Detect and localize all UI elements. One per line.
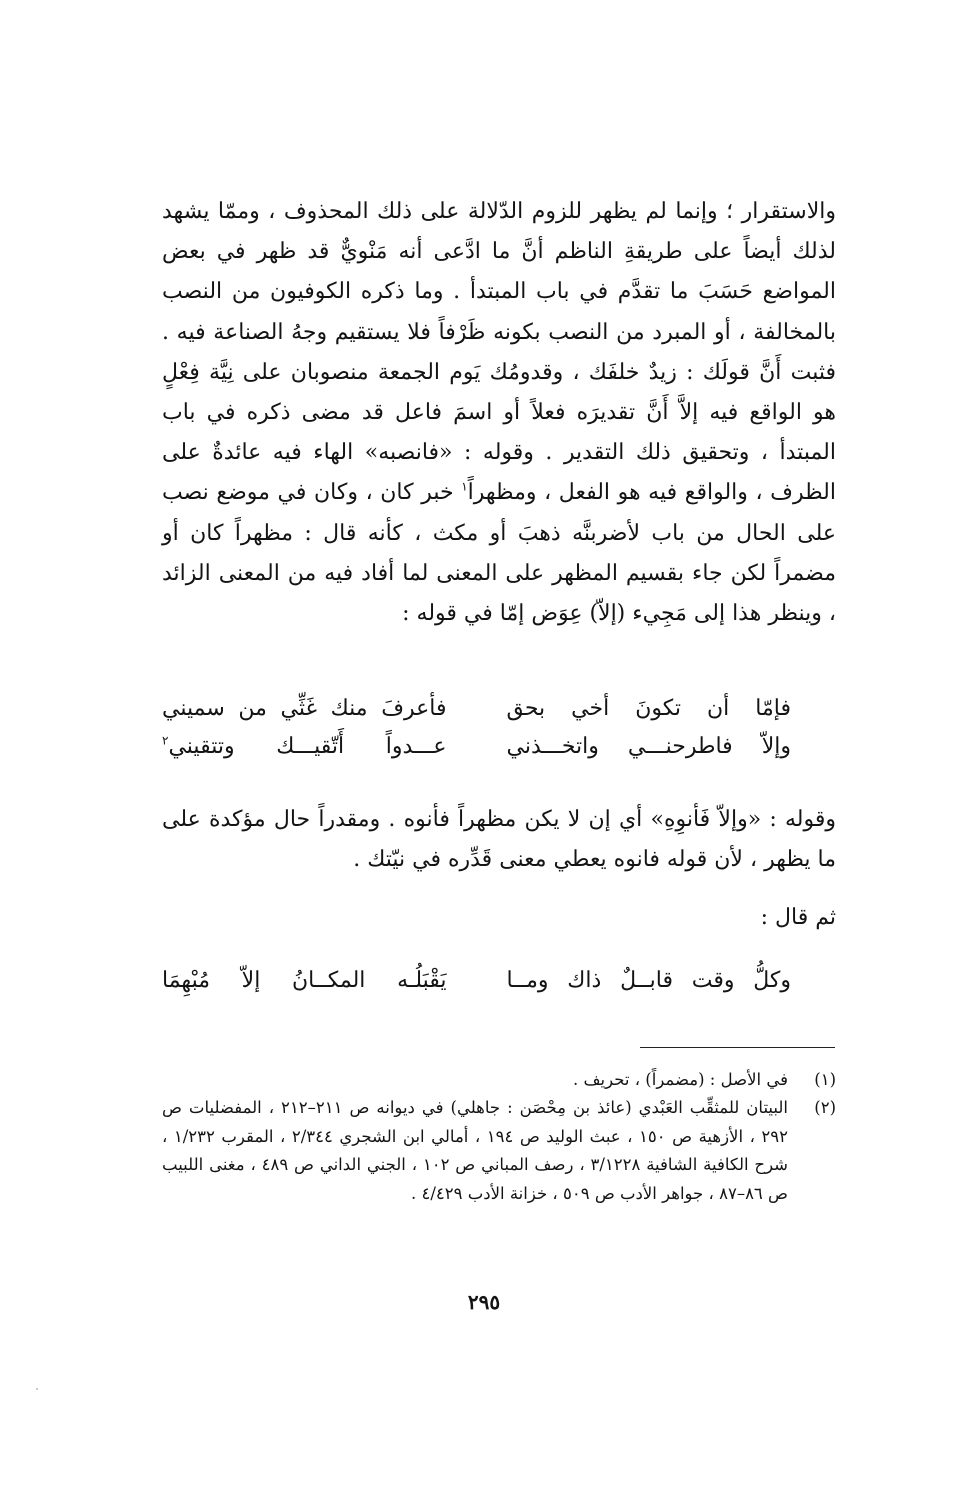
footnote-1 — [162, 1066, 836, 1094]
verse-2-second-hemistich — [162, 728, 447, 766]
footnotes — [162, 1066, 836, 1208]
then-said-line: ثم قال : — [760, 905, 836, 930]
footnote-2-number: (٢) — [814, 1098, 836, 1118]
paragraph-2-block — [162, 800, 836, 880]
main-text — [162, 192, 836, 634]
poem-quote — [162, 690, 836, 766]
footnote-marker-1: ١ — [461, 480, 468, 495]
verse-1 — [162, 690, 836, 728]
footnote-2 — [162, 1094, 836, 1208]
verse-1-second-hemistich: فأعرفَ منك غَثِّي من سميني — [162, 696, 447, 721]
paragraph-2: وقوله : «وإلاّ فَأنوِهِ» أي إن لا يكن مظهراً فأنوه . ومقدراً حال مؤكدة على ما يظهر ، لأن قوله فانوه يعطي معنى قَدِّره في نيّتك . — [162, 807, 836, 873]
footnote-2-text: البيتان للمثقِّب العَبْدي (عائذ بن مِحْصَن : جاهلي) في ديوانه ص ٢١١–٢١٢ ، المفضليات ص ٢٩٢ ، الأزهية ص ١٥٠ ، عبث الوليد ص ١٩٤ ، أمالي ابن الشجري ٢/٣٤٤ ، المقرب ١/٢٣٢ ، شرح الكافية الشافية ٣/١٢٢٨ ، رصف المباني ص ١٠٢ ، الجني الداني ص ٤٨٩ ، مغنى اللبيب ص ٨٦–٨٧ ، جواهر الأدب ص ٥٠٩ ، خزانة الأدب ٤/٤٢٩ . — [162, 1098, 789, 1203]
alfiyya-verse — [162, 962, 836, 1000]
alfiyya-first-hemistich: وكلُّ وقت قابــلٌ ذاك ومــا — [506, 968, 791, 993]
paragraph-1-continuation: خبر كان ، وكان في موضع نصب على الحال من باب لأضربنَّه ذهبَ أو مكث ، كأنه قال : مظهراً كان أو مضمراً لكن جاء بقسيم المظهر على المعنى لما أفاد فيه من المعنى الزائد ، وينظر هذا إلى مَجِيء (إلاّ) عِوَض إمّا في قوله : — [162, 480, 836, 627]
footnote-1-text: في الأصل : (مضمراً) ، تحريف . — [572, 1070, 788, 1089]
footnote-1-number: (١) — [814, 1070, 836, 1089]
verse-2-second-text: عـــدواً أَتّقيـــك وتتقيني — [168, 734, 447, 759]
alfiyya-verse-line — [162, 962, 836, 1000]
page-number: ٢٩٥ — [467, 1290, 501, 1314]
verse-2 — [162, 728, 836, 766]
paragraph-1-text: والاستقرار ؛ وإنما لم يظهر للزوم الدّلالة على ذلك المحذوف ، وممّا يشهد لذلك أيضاً على طريقةِ الناظم أنَّ ما ادَّعى أنه مَنْويٌّ قد ظهر في بعض المواضع حَسَبَ ما تقدَّم في باب المبتدأ . وما ذكره الكوفيون من النصب بالمخالفة ، أو المبرد من النصب بكونه ظَرْفاً فلا يستقيم وجهُ الصناعة فيه . فثبت أَنَّ قولَك : زيدٌ خلفَك ، وقدومُك يَوم الجمعة منصوبان على نِيَّة فِعْلٍ هو الواقع فيه إلاَّ أَنَّ تقديرَه فعلاً أو اسمَ فاعل قد مضى ذكره في باب المبتدأ ، وتحقيق ذلك التقدير . وقوله : «فانصبه» الهاء فيه عائدةٌ على الظرف ، والواقع فيه هو الفعل ، ومظهراً — [162, 199, 836, 506]
paragraph-1 — [162, 192, 836, 634]
scan-speck — [36, 1388, 38, 1390]
footnote-marker-2: ٢ — [162, 733, 169, 748]
verse-1-first-hemistich: فإمّا أن تكونَ أخي بحق — [506, 696, 791, 721]
alfiyya-second-hemistich: يَقْبَلُـه المكــانُ إلاّ مُبْهِمَا — [162, 968, 447, 993]
verse-2-first-hemistich: وإلاّ فاطرحنـــي واتخـــذني — [506, 734, 791, 759]
footnote-separator — [640, 1047, 835, 1048]
